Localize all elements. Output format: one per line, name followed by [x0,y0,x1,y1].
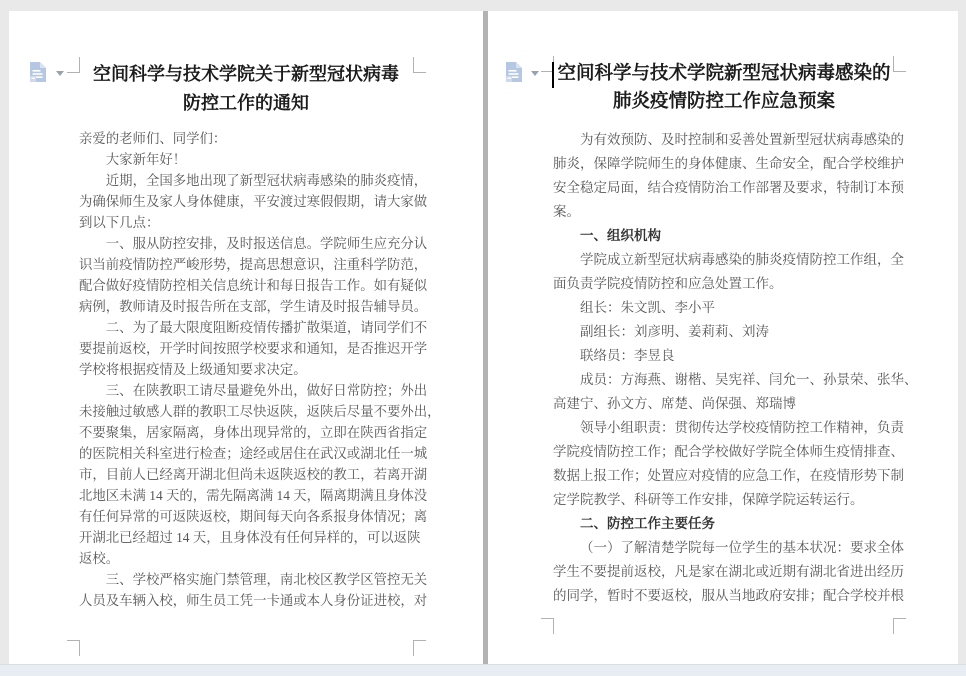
text-line: 安全稳定局面，结合疫情防治工作部署及要求，特制订本预 [553,180,904,195]
document-page-right[interactable] [488,11,958,664]
text-line: 人员及车辆入校，师生员工凭一卡通或本人身份证进校，对 [79,593,428,608]
text-line: 领导小组职责：贯彻传达学校疫情防控工作精神，负责 [580,420,904,435]
text-line: 开湖北已经超过 14 天，且身体没有任何异样的，可以返陕 [79,530,421,545]
title-line: 空间科学与技术学院关于新型冠状病毒 [93,64,399,84]
text-line: 副组长：刘彦明、姜莉莉、刘涛 [580,324,769,339]
margin-mark-bottom-left [541,618,554,634]
text-line: 学院成立新型冠状病毒感染的肺炎疫情防控工作组，全 [580,252,904,267]
text-line: 联络员：李昱良 [580,348,675,363]
text-line: 定学院教学、科研等工作安排，保障学院运转运行。 [553,492,864,507]
margin-mark-top-right [413,57,426,73]
text-line: 数据上报工作；处置应对疫情的应急工作，在疫情形势下制 [553,468,904,483]
text-line: 三、学校严格实施门禁管理，南北校区教学区管控无关 [105,572,428,587]
text-line: 二、为了最大限度阻断疫情传播扩散渠道，请同学们不 [105,320,428,335]
margin-mark-bottom-left [67,640,80,656]
text-line: 组长：朱文凯、李小平 [580,300,715,315]
text-line: 到以下几点： [79,215,160,230]
text-line: 配合做好疫情防控相关信息统计和每日报告工作。如有疑似 [79,278,428,293]
margin-mark-bottom-right [893,618,906,634]
text-line: 病例，教师请及时报告所在支部，学生请及时报告辅导员。 [79,299,428,314]
document-title [79,60,413,118]
chevron-down-icon[interactable] [56,71,64,76]
text-line: 一、组织机构 [580,228,661,243]
text-line: 二、防控工作主要任务 [580,516,715,531]
text-line: 返校。 [79,551,120,566]
text-line: 有任何异常的可返陕返校，期间每天向各系报身体情况；离 [79,509,428,524]
text-line: 识当前疫情防控严峻形势，提高思想意识，注重科学防范， [79,257,428,272]
title-line: 肺炎疫情防控工作应急预案 [612,92,835,112]
text-line: 三、在陕教职工请尽量避免外出，做好日常防控；外出 [105,383,428,398]
document-body[interactable] [79,128,441,611]
page-thumbnail-icon[interactable] [505,62,522,87]
text-line: 高建宁、孙文方、席楚、尚保强、郑瑞博 [553,396,796,411]
text-line: 不要聚集，居家隔离，身体出现异常的，立即在陕西省指定 [79,425,428,440]
bottom-scroll-area[interactable] [0,664,966,676]
chevron-down-icon[interactable] [531,71,539,76]
title-line: 防控工作的通知 [183,93,309,113]
margin-mark-bottom-right [413,640,426,656]
margin-mark-top-right [893,56,906,72]
text-line: 为确保师生及家人身体健康，平安渡过寒假假期，请大家做 [79,194,428,209]
title-line: 空间科学与技术学院新型冠状病毒感染的 [557,64,891,84]
text-line: 未接触过敏感人群的教职工尽快返陕，返陕后尽量不要外出， [79,404,441,419]
text-line: 近期，全国多地出现了新型冠状病毒感染的肺炎疫情， [105,173,428,188]
text-line: 市，目前人已经离开湖北但尚未返陕返校的教工，若离开湖 [79,467,428,482]
text-line: 面负责学院疫情防控和应急处置工作。 [553,276,783,291]
text-line: 学校将根据疫情及上级通知要求决定。 [79,362,307,377]
text-line: 学院疫情防控工作；配合学校做好学院全体师生疫情排查、 [553,444,904,459]
text-line: 为有效预防、及时控制和妥善处置新型冠状病毒感染的 [580,132,904,147]
text-line: 要提前返校，开学时间按照学校要求和通知，是否推迟开学 [79,341,428,356]
text-line: （一）了解清楚学院每一位学生的基本状况：要求全体 [580,540,904,555]
text-line: 亲爱的老师们、同学们： [79,131,227,146]
text-line: 大家新年好！ [105,152,187,167]
text-line: 的同学，暂时不要返校，服从当地政府安排；配合学校并根 [553,588,904,603]
text-line: 的医院相关科室进行检查；途经或居住在武汉或湖北任一城 [79,446,428,461]
text-line: 学生不要提前返校，凡是家在湖北或近期有湖北省进出经历 [553,564,904,579]
document-page-left[interactable] [9,11,483,664]
page-thumbnail-icon[interactable] [29,62,46,87]
document-title [554,60,894,116]
text-line: 案。 [553,204,580,219]
text-line: 成员：方海燕、谢楷、吴宪祥、闫允一、孙景荣、张华、 [580,372,918,387]
document-body[interactable] [553,128,918,608]
text-line: 北地区未满 14 天的，需先隔离满 14 天，隔离期满且身体没 [79,488,428,503]
text-line: 肺炎，保障学院师生的身体健康、生命安全，配合学校维护 [553,156,904,171]
text-line: 一、服从防控安排，及时报送信息。学院师生应充分认 [105,236,428,251]
